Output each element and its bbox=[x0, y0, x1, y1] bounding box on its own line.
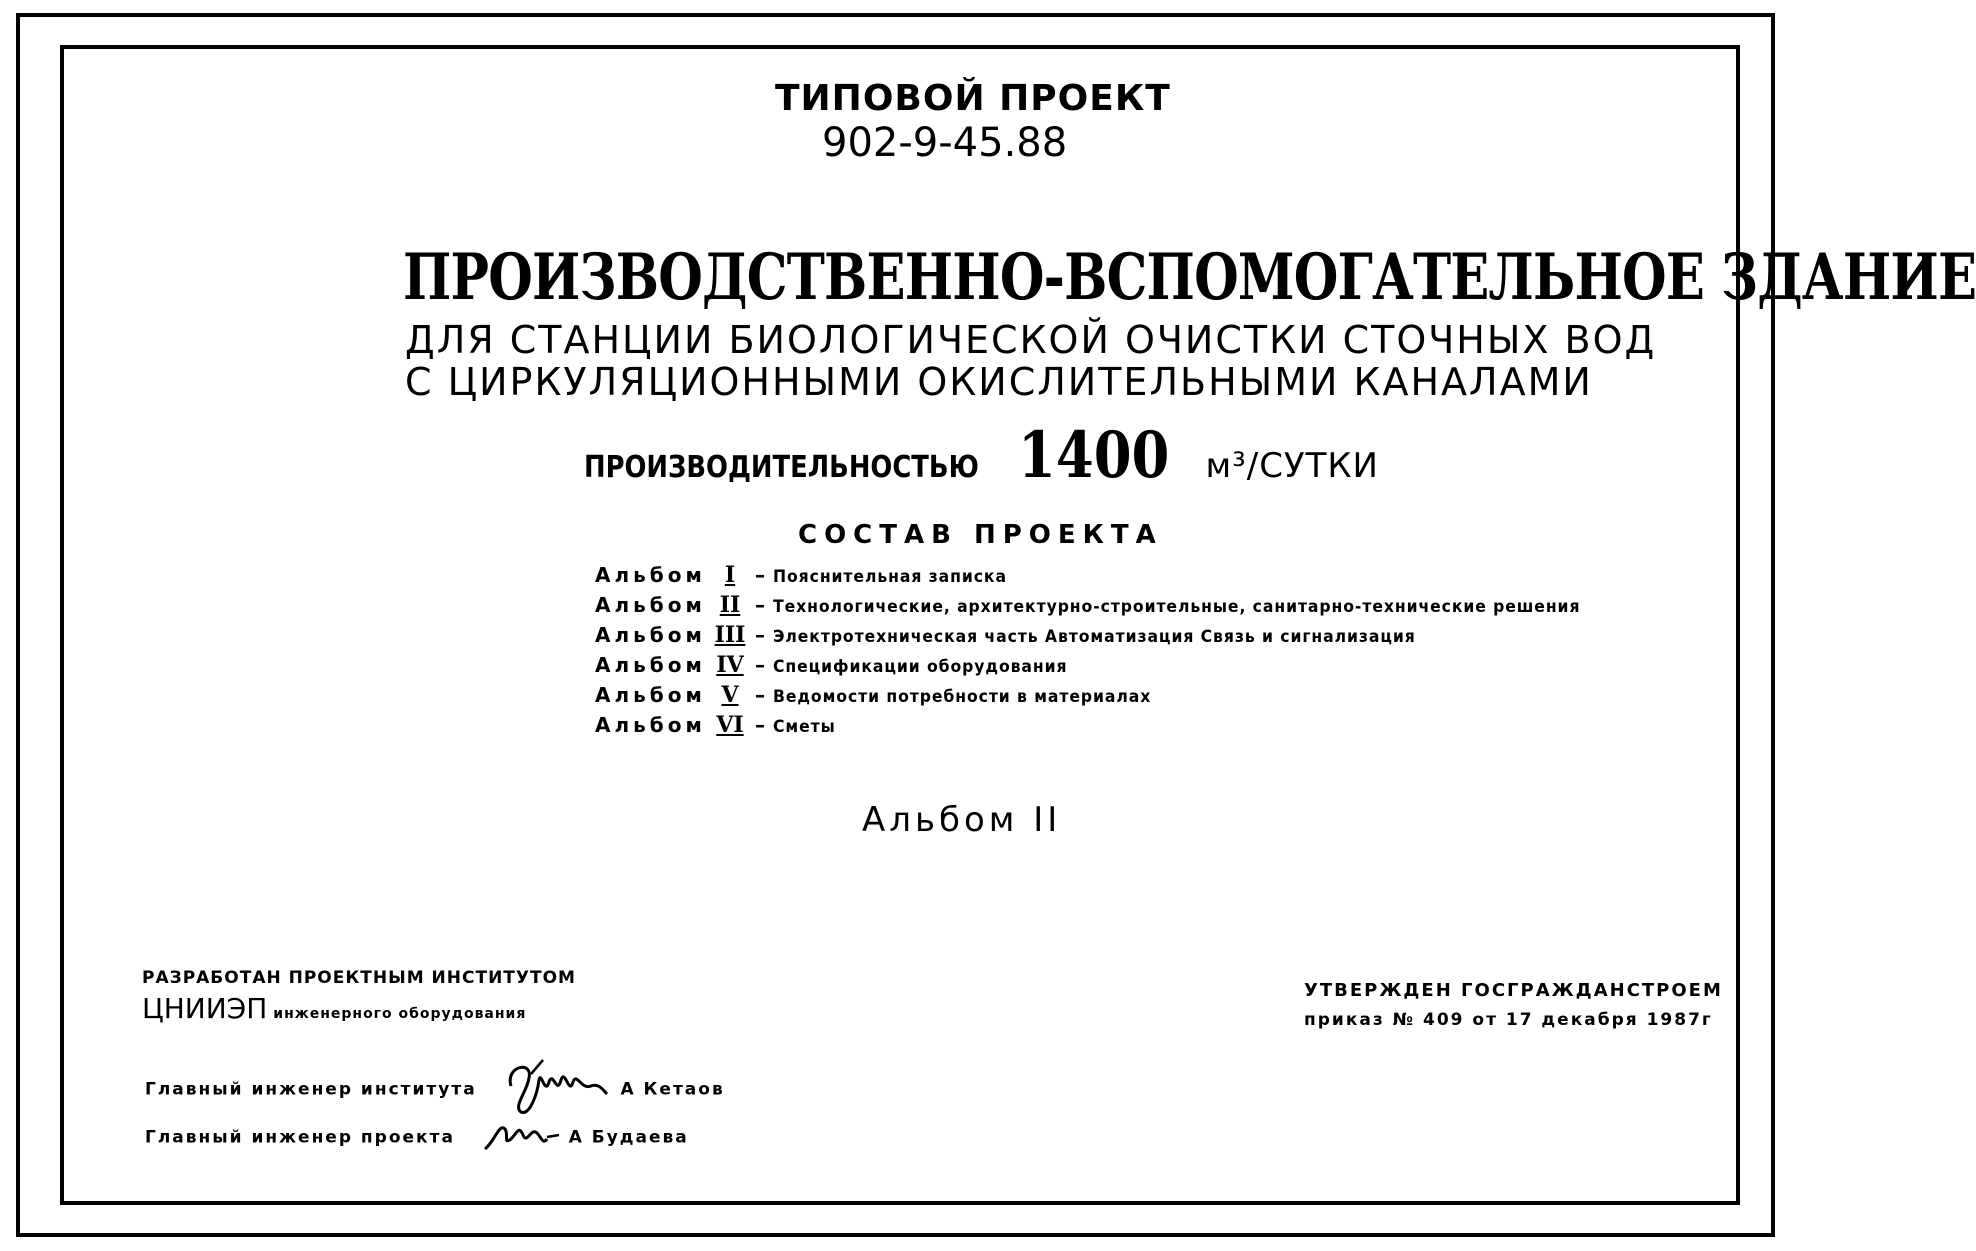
album-word: Альбом bbox=[595, 563, 706, 587]
album-row-2 bbox=[595, 590, 1651, 620]
signature-image bbox=[503, 1056, 613, 1123]
capacity-unit: м³/СУТКИ bbox=[1205, 446, 1379, 486]
developer-line: РАЗРАБОТАН ПРОЕКТНЫМ ИНСТИТУТОМ bbox=[142, 968, 576, 988]
album-dash: – bbox=[755, 623, 765, 647]
current-album-label: Альбом II bbox=[862, 800, 1062, 840]
subtitle-line-1: ДЛЯ СТАНЦИИ БИОЛОГИЧЕСКОЙ ОЧИСТКИ СТОЧНЫХ ВОД bbox=[405, 318, 1657, 362]
album-dash: – bbox=[755, 683, 765, 707]
album-row-4 bbox=[595, 650, 1651, 680]
album-word: Альбом bbox=[595, 623, 706, 647]
album-word: Альбом bbox=[595, 593, 706, 617]
album-list bbox=[595, 560, 1651, 740]
main-title: ПРОИЗВОДСТВЕННО-ВСПОМОГАТЕЛЬНОЕ ЗДАНИЕ bbox=[403, 240, 1976, 315]
album-number: V bbox=[721, 682, 739, 708]
album-dash: – bbox=[755, 653, 765, 677]
engineer-role: Главный инженер института bbox=[145, 1079, 477, 1100]
developer-org bbox=[142, 992, 526, 1025]
engineer-name: А Кетаов bbox=[620, 1079, 725, 1100]
album-description: Сметы bbox=[773, 717, 836, 737]
organization-name: ЦНИИЭП bbox=[142, 992, 268, 1025]
album-word: Альбом bbox=[595, 683, 706, 707]
album-dash: – bbox=[755, 563, 765, 587]
album-number: I bbox=[724, 562, 736, 588]
album-dash: – bbox=[755, 713, 765, 737]
album-description: Ведомости потребности в материалах bbox=[773, 687, 1152, 707]
album-description: Спецификации оборудования bbox=[773, 657, 1068, 677]
album-word: Альбом bbox=[595, 653, 706, 677]
engineer-name: А Будаева bbox=[568, 1127, 689, 1148]
album-description: Пояснительная записка bbox=[773, 567, 1007, 587]
album-word: Альбом bbox=[595, 713, 706, 737]
album-row-6 bbox=[595, 710, 1651, 740]
project-number: 902-9-45.88 bbox=[822, 120, 1068, 166]
engineer-role: Главный инженер проекта bbox=[145, 1127, 455, 1148]
organization-description: инженерного оборудования bbox=[273, 1006, 527, 1022]
album-number: III bbox=[714, 622, 746, 648]
chief-engineer-institute bbox=[145, 1056, 725, 1123]
chief-engineer-project bbox=[145, 1115, 689, 1160]
subtitle-line-2: С ЦИРКУЛЯЦИОННЫМИ ОКИСЛИТЕЛЬНЫМИ КАНАЛАМИ bbox=[405, 360, 1593, 404]
document-type-heading: ТИПОВОЙ ПРОЕКТ bbox=[775, 78, 1171, 119]
album-number: VI bbox=[716, 712, 744, 738]
capacity-line bbox=[584, 418, 1379, 493]
approval-line: УТВЕРЖДЕН ГОСГРАЖДАНСТРОЕМ bbox=[1304, 980, 1723, 1001]
album-dash: – bbox=[755, 593, 765, 617]
album-row-5 bbox=[595, 680, 1651, 710]
album-number: IV bbox=[716, 652, 744, 678]
album-row-3 bbox=[595, 620, 1651, 650]
signature-image bbox=[481, 1115, 561, 1160]
album-number: II bbox=[719, 592, 741, 618]
album-description: Электротехническая часть Автоматизация Связь и сигнализация bbox=[773, 627, 1416, 647]
capacity-label: ПРОИЗВОДИТЕЛЬНОСТЬЮ bbox=[584, 450, 979, 485]
album-row-1 bbox=[595, 560, 1651, 590]
capacity-value: 1400 bbox=[1018, 418, 1170, 493]
approval-order: приказ № 409 от 17 декабря 1987г bbox=[1304, 1010, 1713, 1030]
album-description: Технологические, архитектурно-строительные, санитарно-технические решения bbox=[773, 597, 1581, 617]
composition-heading: СОСТАВ ПРОЕКТА bbox=[798, 520, 1163, 550]
